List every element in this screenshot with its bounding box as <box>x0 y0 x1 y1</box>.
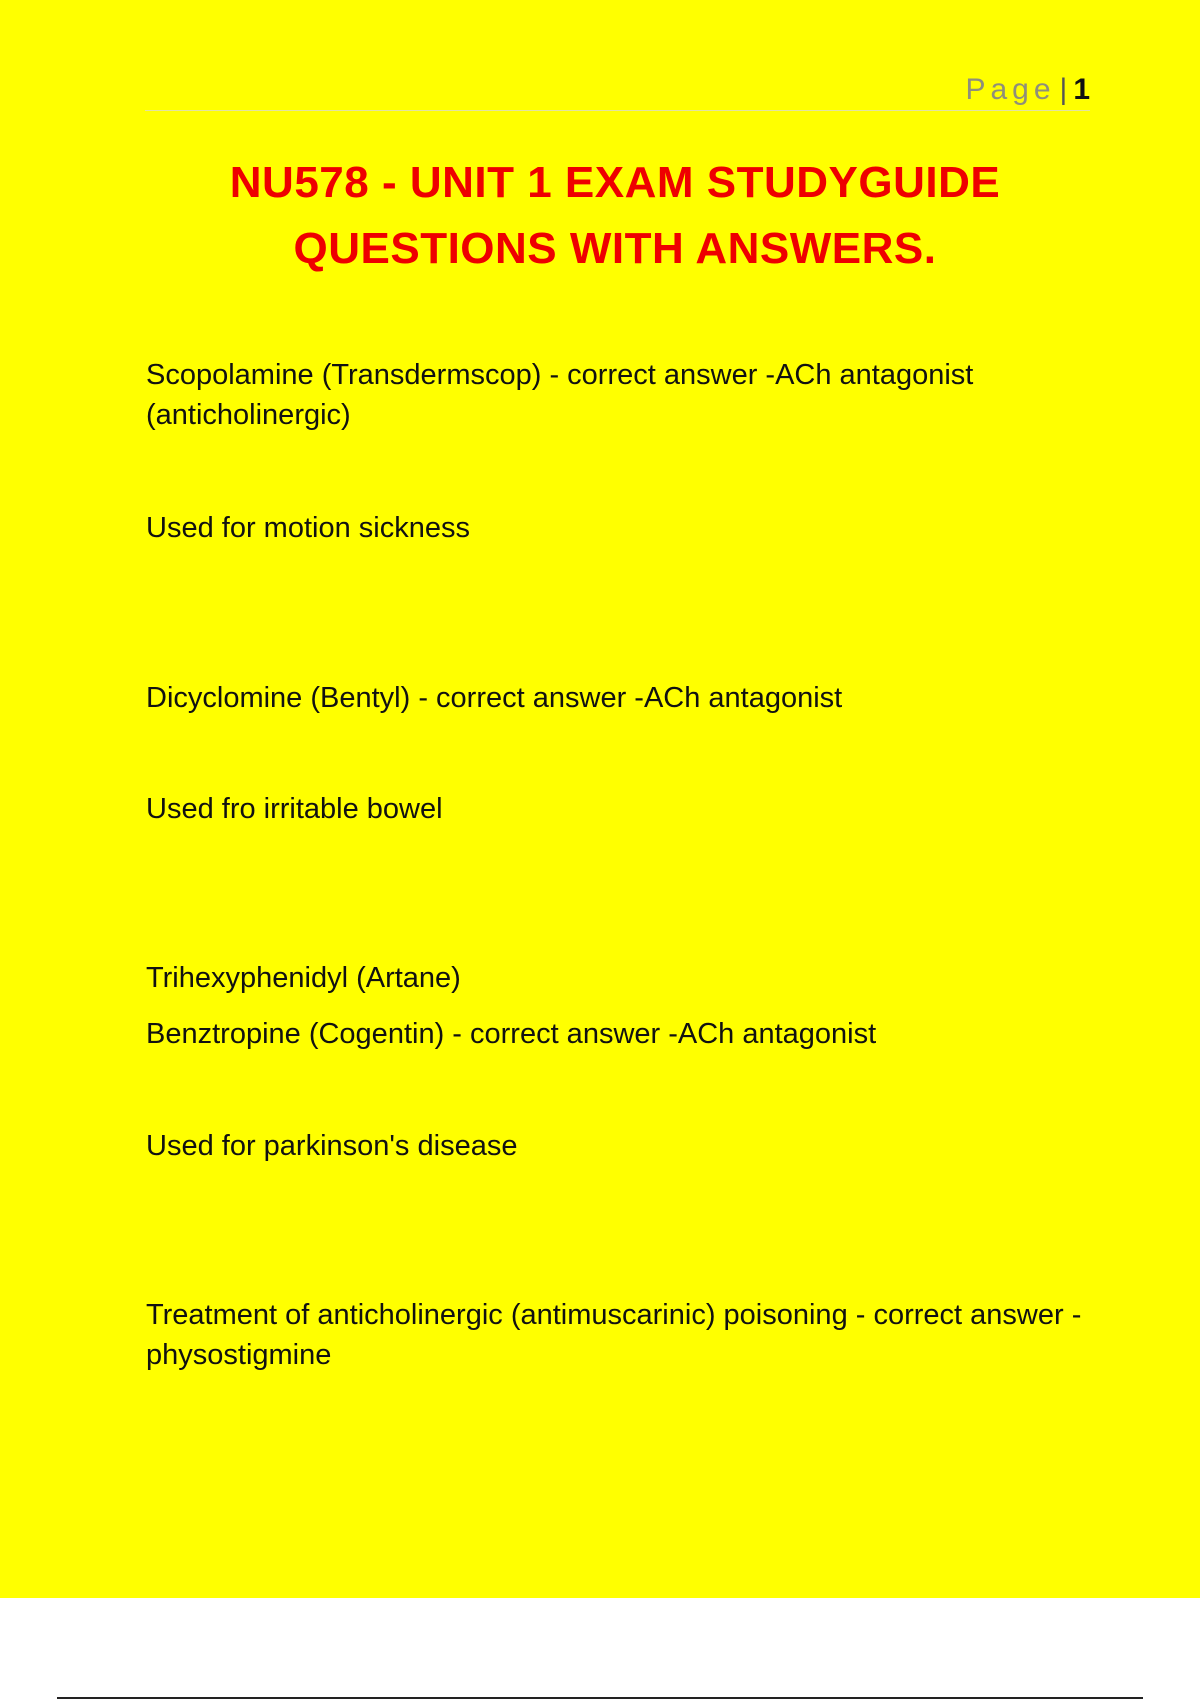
entry-trihexyphenidyl: Trihexyphenidyl (Artane) <box>146 962 461 994</box>
entry-motion-sickness: Used for motion sickness <box>146 512 470 544</box>
entry-scopolamine: Scopolamine (Transdermscop) - correct answer -ACh antagonist (anticholinergic) <box>146 359 974 431</box>
title-line-1: NU578 - UNIT 1 EXAM STUDYGUIDE <box>229 158 1001 207</box>
entry-benztropine: Benztropine (Cogentin) - correct answer -ACh antagonist <box>146 1018 877 1050</box>
footer-rule <box>57 1697 1143 1699</box>
entry-dicyclomine: Dicyclomine (Bentyl) - correct answer -ACh antagonist <box>146 682 843 714</box>
page-label: Page <box>965 73 1056 106</box>
entry-irritable-bowel: Used fro irritable bowel <box>146 793 443 825</box>
page-number: 1 <box>1073 73 1090 106</box>
page-separator: | <box>1059 73 1068 106</box>
entry-physostigmine: Treatment of anticholinergic (antimuscarinic) poisoning - correct answer -physostigmine <box>146 1299 1082 1371</box>
page-header <box>145 70 1090 111</box>
document-title <box>120 150 1110 282</box>
title-line-2: QUESTIONS WITH ANSWERS. <box>293 224 937 273</box>
entry-parkinsons: Used for parkinson's disease <box>146 1130 518 1162</box>
